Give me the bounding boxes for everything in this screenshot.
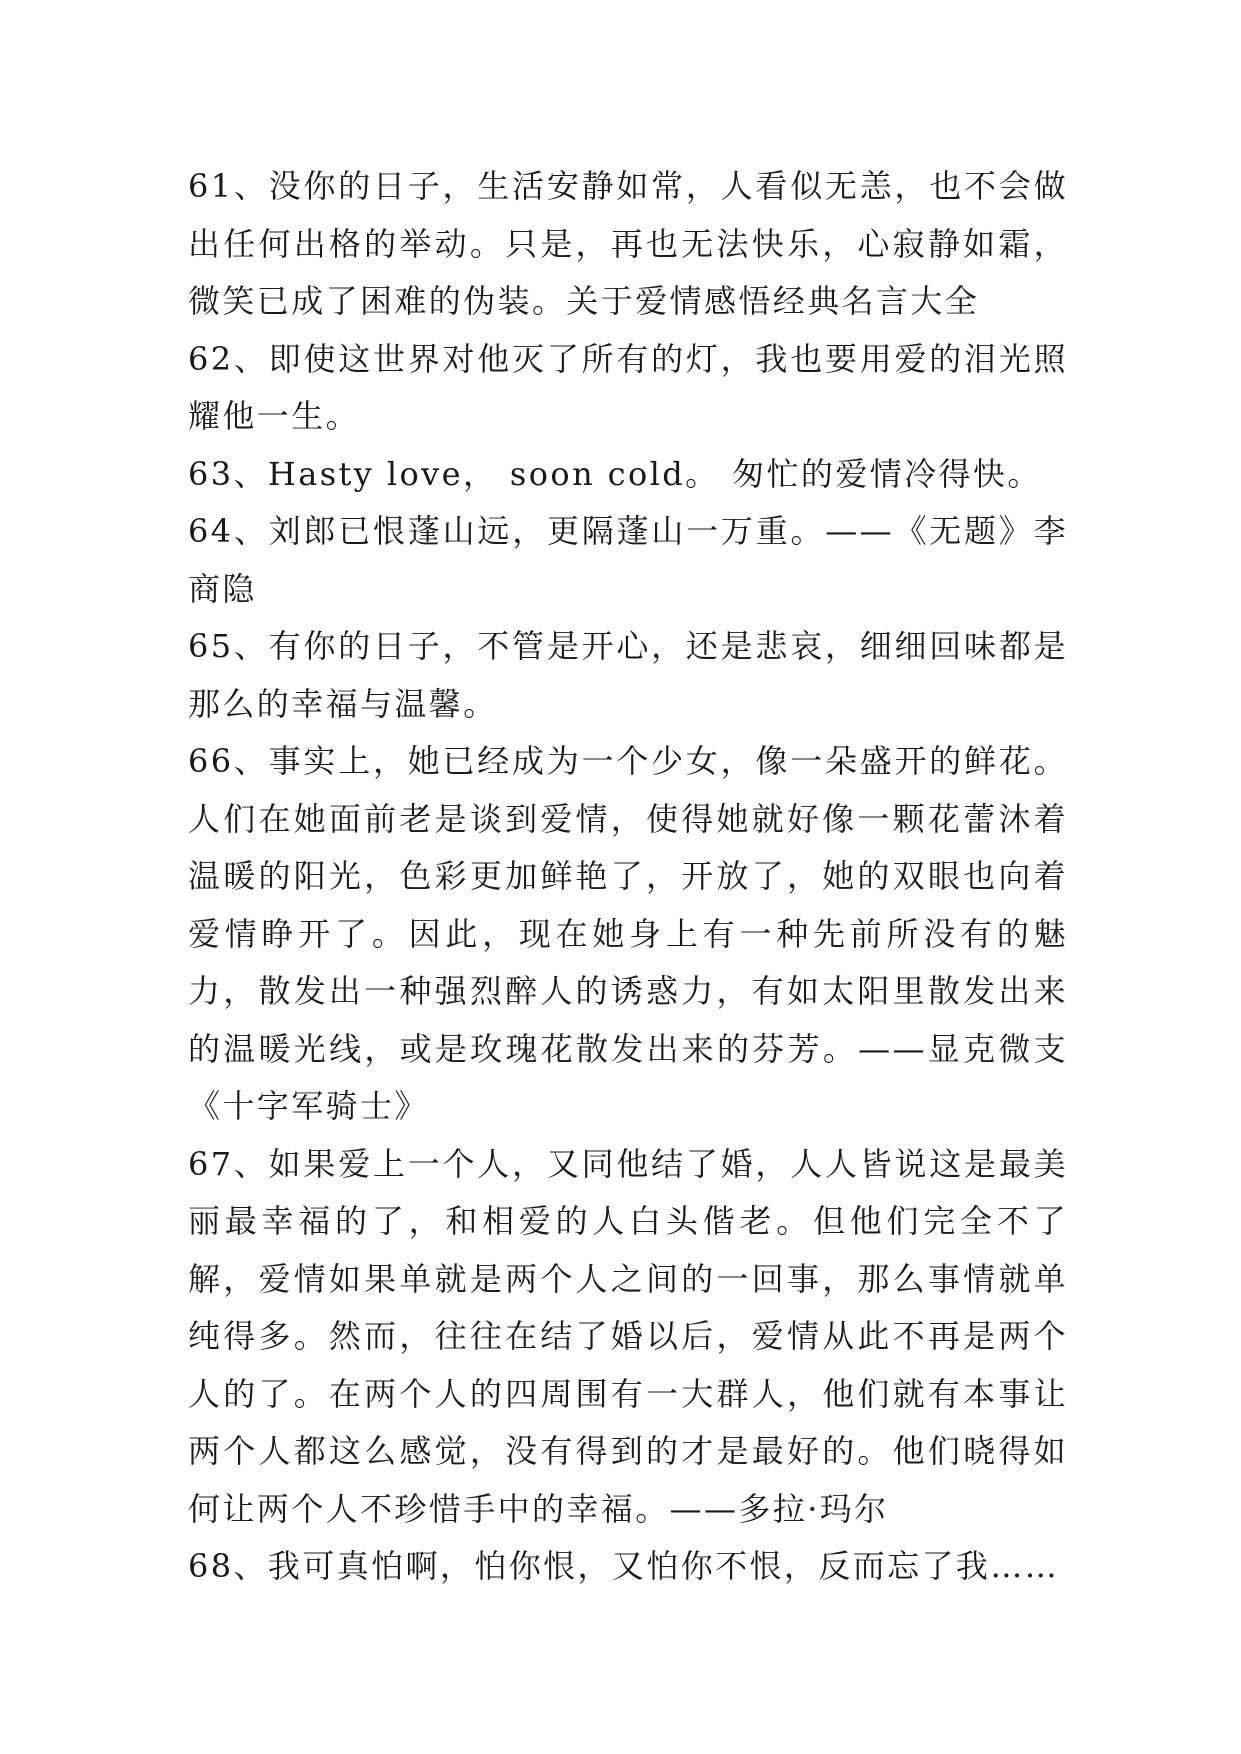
- quote-entry-65: 65、有你的日子，不管是开心，还是悲哀，细细回味都是那么的幸福与温馨。: [188, 627, 1068, 723]
- quote-entry-66: 66、事实上，她已经成为一个少女，像一朵盛开的鲜花。人们在她面前老是谈到爱情，使得她就好像一颗花蕾沐着温暖的阳光，色彩更加鲜艳了，开放了，她的双眼也向着爱情睁开了。因此，现在她身上有一种先前所没有的魅力，散发出一种强烈醉人的诱惑力，有如太阳里散发出来的温暖光线，或是玫瑰花散发出来的芬芳。——显克微支《十字军骑士》: [188, 742, 1068, 1125]
- quote-entry-68: 68、我可真怕啊，怕你恨，又怕你不恨，反而忘了我……: [188, 1547, 1060, 1585]
- quote-entry-63: 63、Hasty love， soon cold。 匆忙的爱情冷得快。: [188, 454, 1042, 493]
- quote-entry-61: 61、没你的日子，生活安静如常，人看似无恙，也不会做出任何出格的举动。只是，再也无法快乐，心寂静如霜，微笑已成了困难的伪装。关于爱情感悟经典名言大全: [188, 167, 1068, 320]
- quote-entry-64: 64、刘郎已恨蓬山远，更隔蓬山一万重。——《无题》李商隐: [188, 512, 1068, 608]
- quote-entry-67: 67、如果爱上一个人，又同他结了婚，人人皆说这是最美丽最幸福的了，和相爱的人白头偕老。但他们完全不了解，爱情如果单就是两个人之间的一回事，那么事情就单纯得多。然而，往往在结了婚以后，爱情从此不再是两个人的了。在两个人的四周围有一大群人，他们就有本事让两个人都这么感觉，没有得到的才是最好的。他们晓得如何让两个人不珍惜手中的幸福。——多拉·玛尔: [188, 1144, 1068, 1528]
- document-body: [188, 158, 1068, 1596]
- quote-entry-62: 62、即使这世界对他灭了所有的灯，我也要用爱的泪光照耀他一生。: [188, 339, 1068, 435]
